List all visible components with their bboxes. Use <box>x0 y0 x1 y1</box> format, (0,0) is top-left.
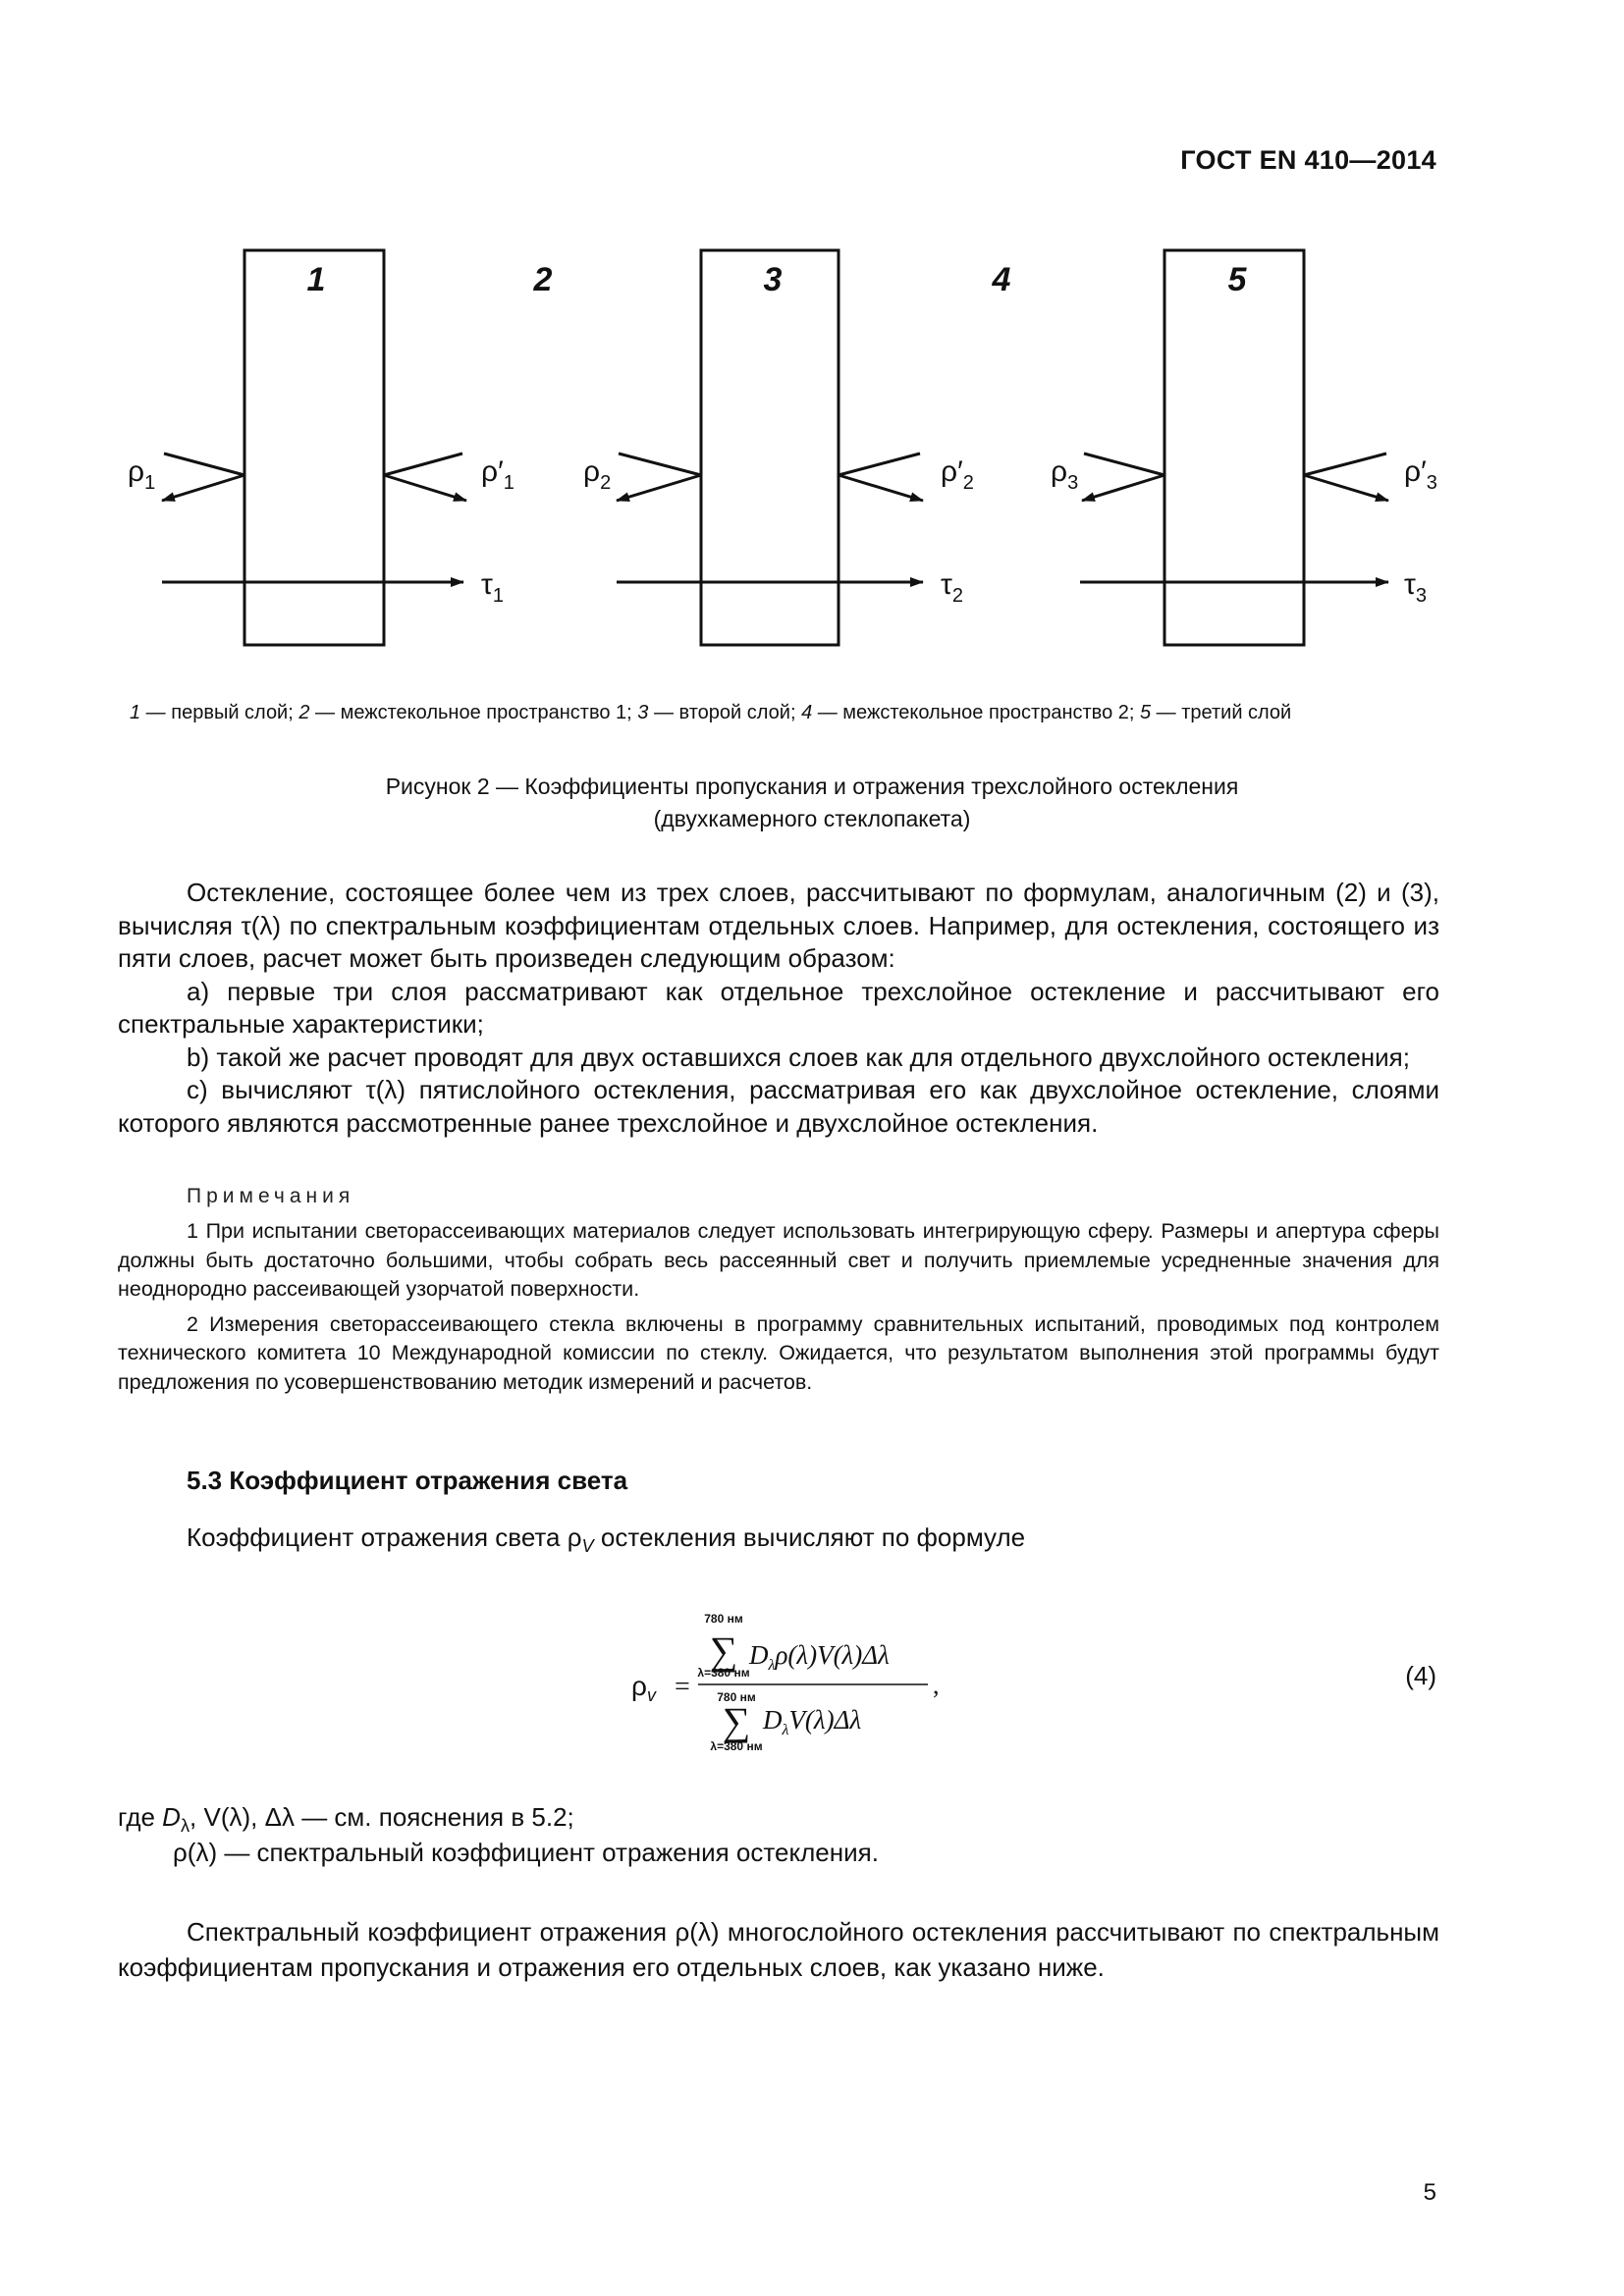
pane-5-rho-prime-reflected <box>1304 475 1388 501</box>
list-item-c: c) вычисляют τ(λ) пятислойного остекления, рассматривая его как двухслойное остекление, слоями которого являются рассмотренные ранее трехслойное и двухслойное остекления. <box>118 1075 1439 1138</box>
paragraph: Остекление, состоящее более чем из трех слоев, рассчитывают по формулам, аналогичным (2) и (3), вычисляя τ(λ) по спектральным коэффициентам отдельных слоев. Например, для остекления, состоящего из пяти слоев, расчет может быть произведен следующим образом: <box>118 878 1439 973</box>
document-header: ГОСТ EN 410—2014 <box>1180 145 1436 175</box>
section-title: 5.3 Коэффициент отражения света <box>187 1466 628 1495</box>
figure-caption-line-2: (двухкамерного стеклопакета) <box>653 806 971 831</box>
pane-5-rect <box>1164 250 1304 645</box>
svg-text:∑: ∑ <box>709 1629 738 1673</box>
pane-1-rect <box>244 250 384 645</box>
svg-text:=: = <box>675 1672 690 1702</box>
notes-block <box>118 1217 1439 1397</box>
pane-1-rho-incident <box>164 454 244 475</box>
pane-3-rho-prime-incident <box>839 454 920 475</box>
pane-1-rho-label: $\rho_1$ <box>128 455 156 494</box>
pane-5-rho-label: $\rho_3$ <box>1051 455 1079 494</box>
pane-3-rho-reflected <box>617 475 701 501</box>
list-item-a: a) первые три слоя рассматривают как отдельное трехслойное остекление и рассчитывают его спектральные характеристики; <box>118 976 1439 1039</box>
final-paragraph <box>118 1914 1439 1985</box>
svg-text:780 нм: 780 нм <box>717 1690 756 1704</box>
page-number: 5 <box>1423 2179 1436 2206</box>
pane-1-number: 1 <box>306 261 326 298</box>
where-rho-definition: ρ(λ) — спектральный коэффициент отражения остекления. <box>173 1838 879 1867</box>
gap-2-number: 4 <box>992 261 1011 298</box>
pane-5-rho-incident <box>1084 454 1164 475</box>
svg-text:780 нм: 780 нм <box>704 1612 743 1626</box>
pane-3-rect <box>701 250 839 645</box>
note-2: 2 Измерения светорассеивающего стекла включены в программу сравнительных испытаний, проводимых под контролем технического комитета 10 Международной комиссии по стеклу. Ожидается, что результатом выполнения этой программы будут предложения по усовершенствованию методик измерений и расчетов. <box>118 1311 1439 1394</box>
pane-1-rho-prime-label: $\rho'_1$ <box>481 455 514 494</box>
note-1: 1 При испытании светорассеивающих материалов следует использовать интегрирующую сферу. Размеры и апертура сферы должны быть достаточно большими, чтобы собрать весь рассеянный свет и получить приемлемые усредненные значения для неоднородно рассеивающей узорчатой поверхности. <box>118 1219 1439 1301</box>
svg-text:DλV(λ)Δλ: $D_\lambda V(\lambda)\Delta\lambda$ <box>763 1705 862 1738</box>
list-item-b: b) такой же расчет проводят для двух оставшихся слоев как для отдельного двухслойного остекления; <box>187 1041 1410 1072</box>
pane-5-rho-reflected <box>1082 475 1164 501</box>
svg-text:,: , <box>933 1671 940 1699</box>
pane-5-rho-prime-label: $\rho'_3$ <box>1404 455 1437 494</box>
svg-text:∑: ∑ <box>722 1699 751 1743</box>
where-clause: где $D_\lambda$, V(λ), Δλ — см. пояснения в 5.2; <box>118 1802 574 1837</box>
pane-5-rho-prime-incident <box>1304 454 1386 475</box>
svg-text:λ=380 нм: λ=380 нм <box>697 1666 750 1680</box>
pane-1-rho-prime-reflected <box>384 475 466 501</box>
section-intro: Коэффициент отражения света $\rho_V$ остекления вычисляют по формуле <box>187 1522 1026 1557</box>
pane-1-tau-label: $\tau_1$ <box>481 568 504 607</box>
pane-5-number: 5 <box>1227 261 1247 298</box>
equation-number: (4) <box>1405 1661 1436 1690</box>
pane-3-rho-prime-label: $\rho'_2$ <box>941 455 974 494</box>
paragraph: Спектральный коэффициент отражения ρ(λ) многослойного остекления рассчитывают по спектральным коэффициентам пропускания и отражения его отдельных слоев, как указано ниже. <box>118 1917 1439 1982</box>
svg-text:ρv: $\rho_v$ <box>631 1671 656 1705</box>
body-text <box>118 877 1439 1140</box>
pane-3-number: 3 <box>763 261 783 298</box>
formula-4 <box>623 1605 947 1752</box>
notes-title: Примечания <box>187 1185 355 1207</box>
figure-legend: 1 — первый слой; 2 — межстекольное пространство 1; 3 — второй слой; 4 — межстекольное пространство 2; 5 — третий слой <box>130 702 1292 723</box>
svg-text:λ=380 нм: λ=380 нм <box>710 1739 763 1752</box>
pane-3-rho-label: $\rho_2$ <box>583 455 612 494</box>
pane-1-rho-reflected <box>162 475 244 501</box>
gap-1-number: 2 <box>533 261 553 298</box>
figure-2-diagram <box>0 0 1624 687</box>
pane-3-rho-prime-reflected <box>839 475 923 501</box>
pane-3-tau-label: $\tau_2$ <box>941 568 963 607</box>
figure-caption-line-1: Рисунок 2 — Коэффициенты пропускания и отражения трехслойного остекления <box>385 774 1239 799</box>
pane-3-rho-incident <box>619 454 701 475</box>
pane-1-rho-prime-incident <box>384 454 462 475</box>
svg-text:Dλρ(λ)V(λ)Δλ: $D_\lambda\rho(\lambda)V(\lambda)\Delta\lambda$ <box>749 1640 890 1674</box>
pane-5-tau-label: $\tau_3$ <box>1404 568 1427 607</box>
